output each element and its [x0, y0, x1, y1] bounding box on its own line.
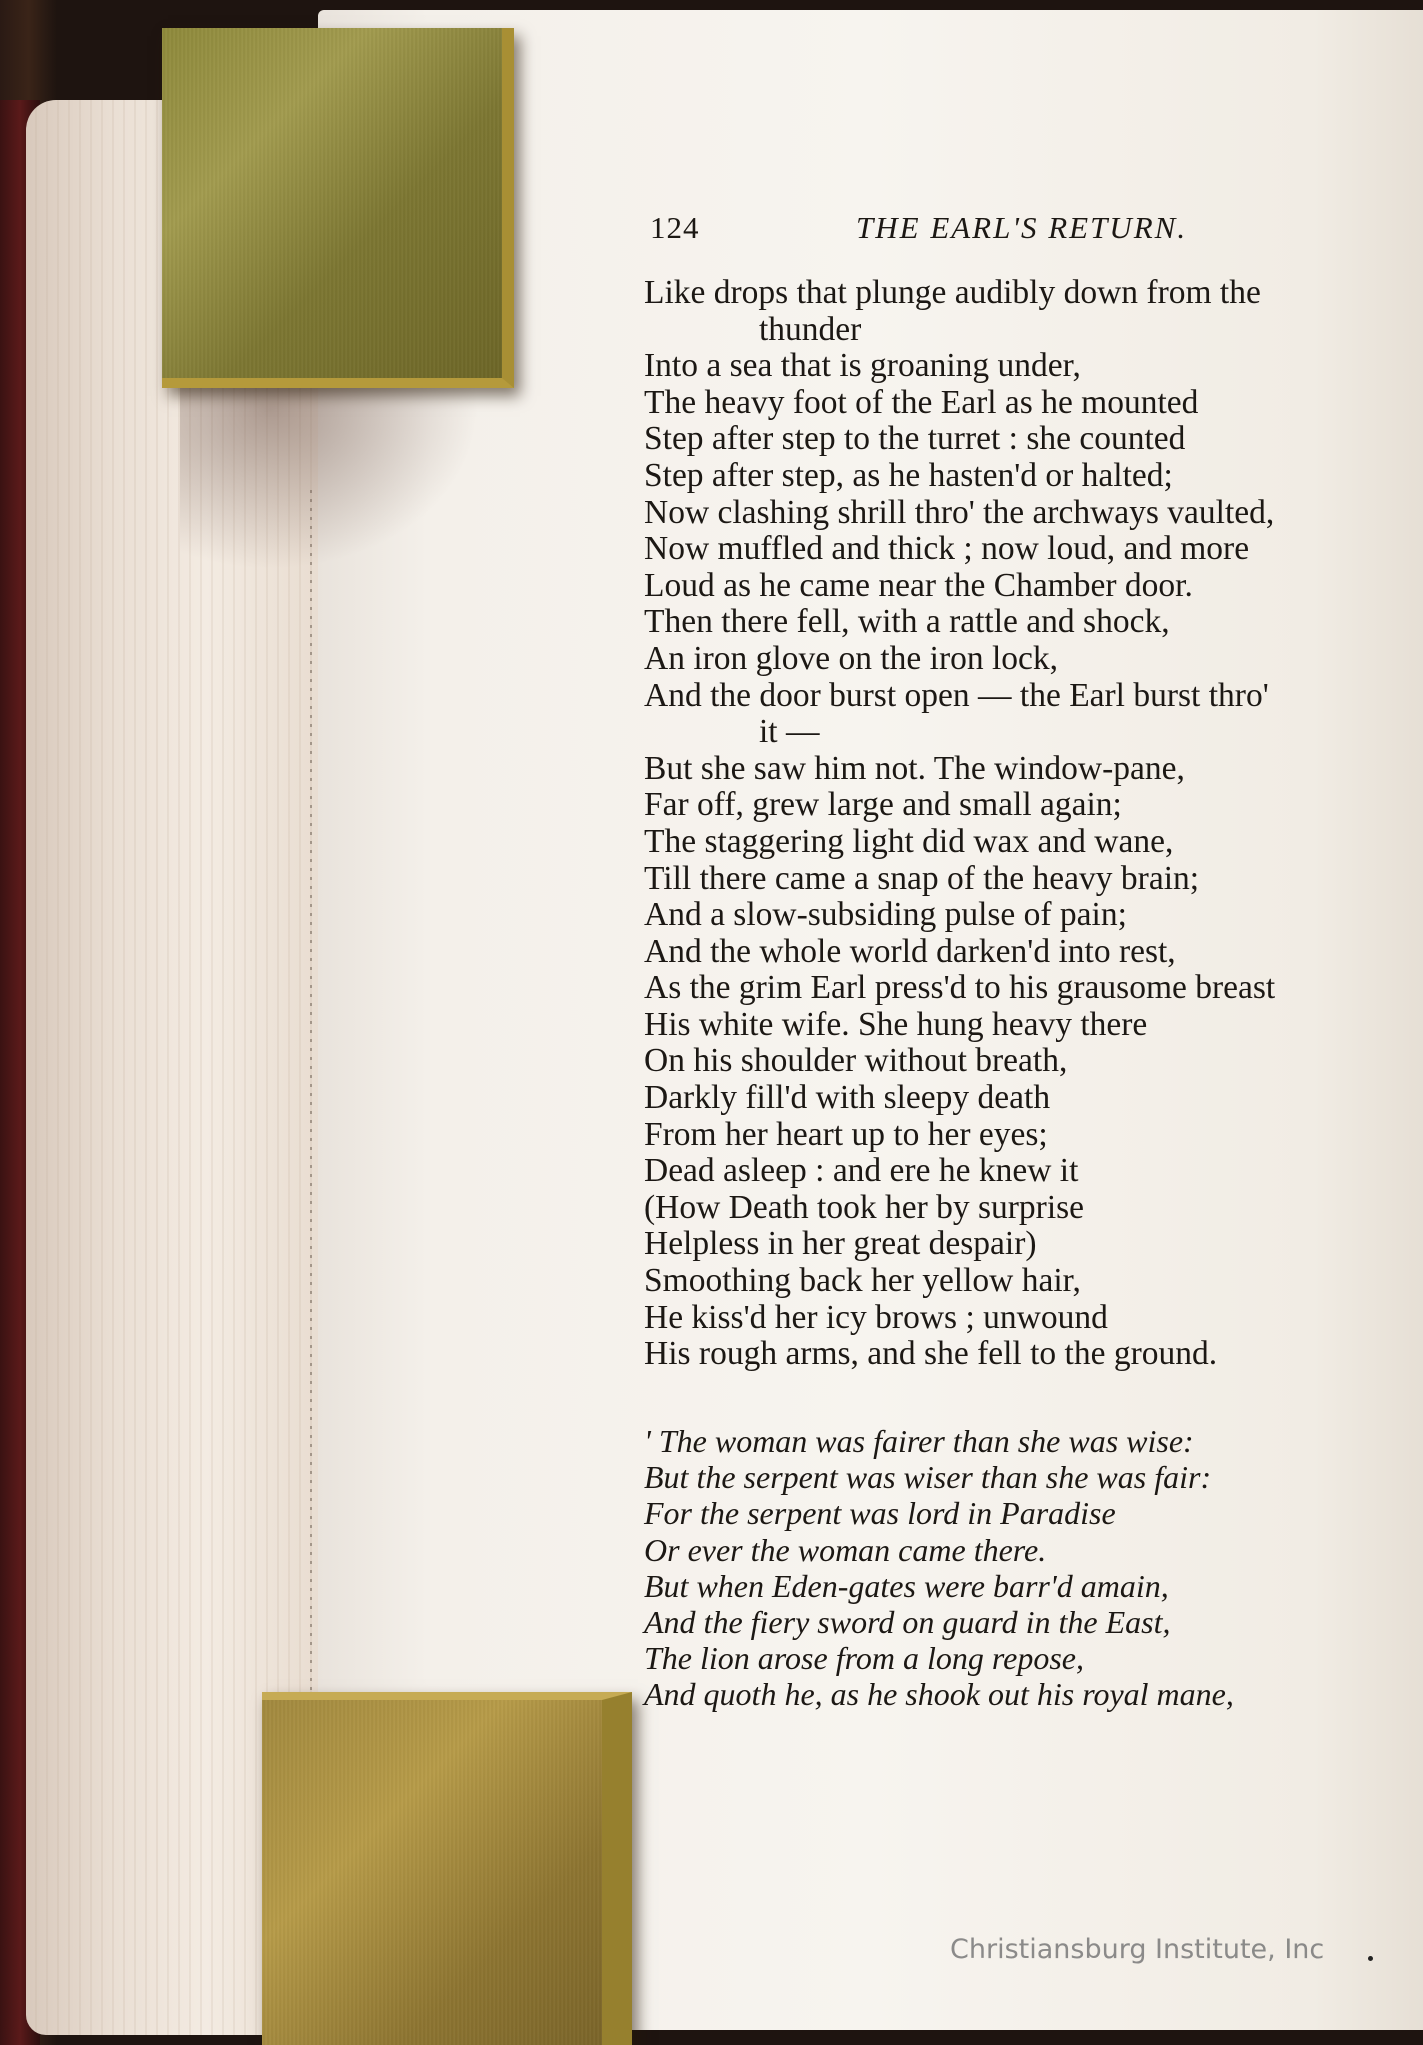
poem-line: Till there came a snap of the heavy brain; — [644, 859, 1200, 897]
poem-line: And the fiery sword on guard in the East, — [644, 1603, 1171, 1640]
poem-line: Helpless in her great despair) — [644, 1225, 1037, 1263]
poem-line: And a slow-subsiding pulse of pain; — [644, 896, 1127, 934]
poem-line: Or ever the woman came there. — [644, 1531, 1047, 1568]
poem-stanza-2-italic — [644, 1423, 1423, 1713]
poem-line: Then there fell, with a rattle and shock, — [644, 603, 1170, 641]
poem-line: The lion arose from a long repose, — [644, 1640, 1084, 1677]
poem-line: From her heart up to her eyes; — [644, 1115, 1048, 1153]
poem-line: Far off, grew large and small again; — [644, 786, 1122, 824]
clip-shadow — [180, 370, 480, 570]
poem-line: Now muffled and thick ; now loud, and more — [644, 530, 1250, 568]
poem-line: Now clashing shrill thro' the archways vaulted, — [644, 493, 1275, 531]
poem-line: His white wife. She hung heavy there — [644, 1005, 1148, 1043]
gutter-binding-line — [310, 490, 312, 1730]
poem-line: For the serpent was lord in Paradise — [644, 1495, 1116, 1532]
bottom-book-clip — [262, 1692, 632, 2045]
top-book-clip — [162, 28, 514, 388]
poem-line: Step after step to the turret : she counted — [644, 420, 1186, 458]
poem-line: Step after step, as he hasten'd or halted; — [644, 456, 1173, 494]
poem-line: As the grim Earl press'd to his grausome breast — [644, 969, 1276, 1007]
poem-line: (How Death took her by surprise — [644, 1188, 1085, 1226]
poem-line: Smoothing back her yellow hair, — [644, 1262, 1081, 1300]
poem-line: Like drops that plunge audibly down from the — [644, 274, 1261, 311]
poem-line: His rough arms, and she fell to the ground. — [644, 1335, 1218, 1373]
poem-line: Into a sea that is groaning under, — [644, 347, 1081, 385]
running-title: THE EARL'S RETURN. — [856, 210, 1188, 245]
poem-line: But she saw him not. The window-pane, — [644, 749, 1185, 787]
poem-line: thunder — [759, 310, 862, 348]
poem-line: The heavy foot of the Earl as he mounted — [644, 383, 1199, 421]
watermark: Christiansburg Institute, Inc — [950, 1934, 1325, 1965]
poem-line: And the whole world darken'd into rest, — [644, 932, 1176, 970]
speck — [1368, 1956, 1373, 1961]
poem-line: He kiss'd her icy brows ; unwound — [644, 1298, 1108, 1336]
poem-line: And the door burst open — the Earl burst thro' — [644, 676, 1269, 714]
poem-line: The staggering light did wax and wane, — [644, 822, 1174, 860]
poem-line: Darkly fill'd with sleepy death — [644, 1079, 1051, 1117]
poem-line: On his shoulder without breath, — [644, 1042, 1068, 1080]
poem-line: it — — [759, 713, 820, 751]
poem-line: Loud as he came near the Chamber door. — [644, 566, 1193, 604]
poem-line: ' The woman was fairer than she was wise: — [644, 1423, 1194, 1459]
page-number: 124 — [650, 210, 700, 245]
poem-line: Dead asleep : and ere he knew it — [644, 1152, 1079, 1190]
poem-line: But when Eden-gates were barr'd amain, — [644, 1567, 1169, 1604]
poem-line: But the serpent was wiser than she was fair: — [644, 1459, 1212, 1496]
poem-line: And quoth he, as he shook out his royal mane, — [644, 1676, 1234, 1713]
poem-stanza-1 — [644, 275, 1423, 1373]
poem-line: An iron glove on the iron lock, — [644, 639, 1059, 677]
